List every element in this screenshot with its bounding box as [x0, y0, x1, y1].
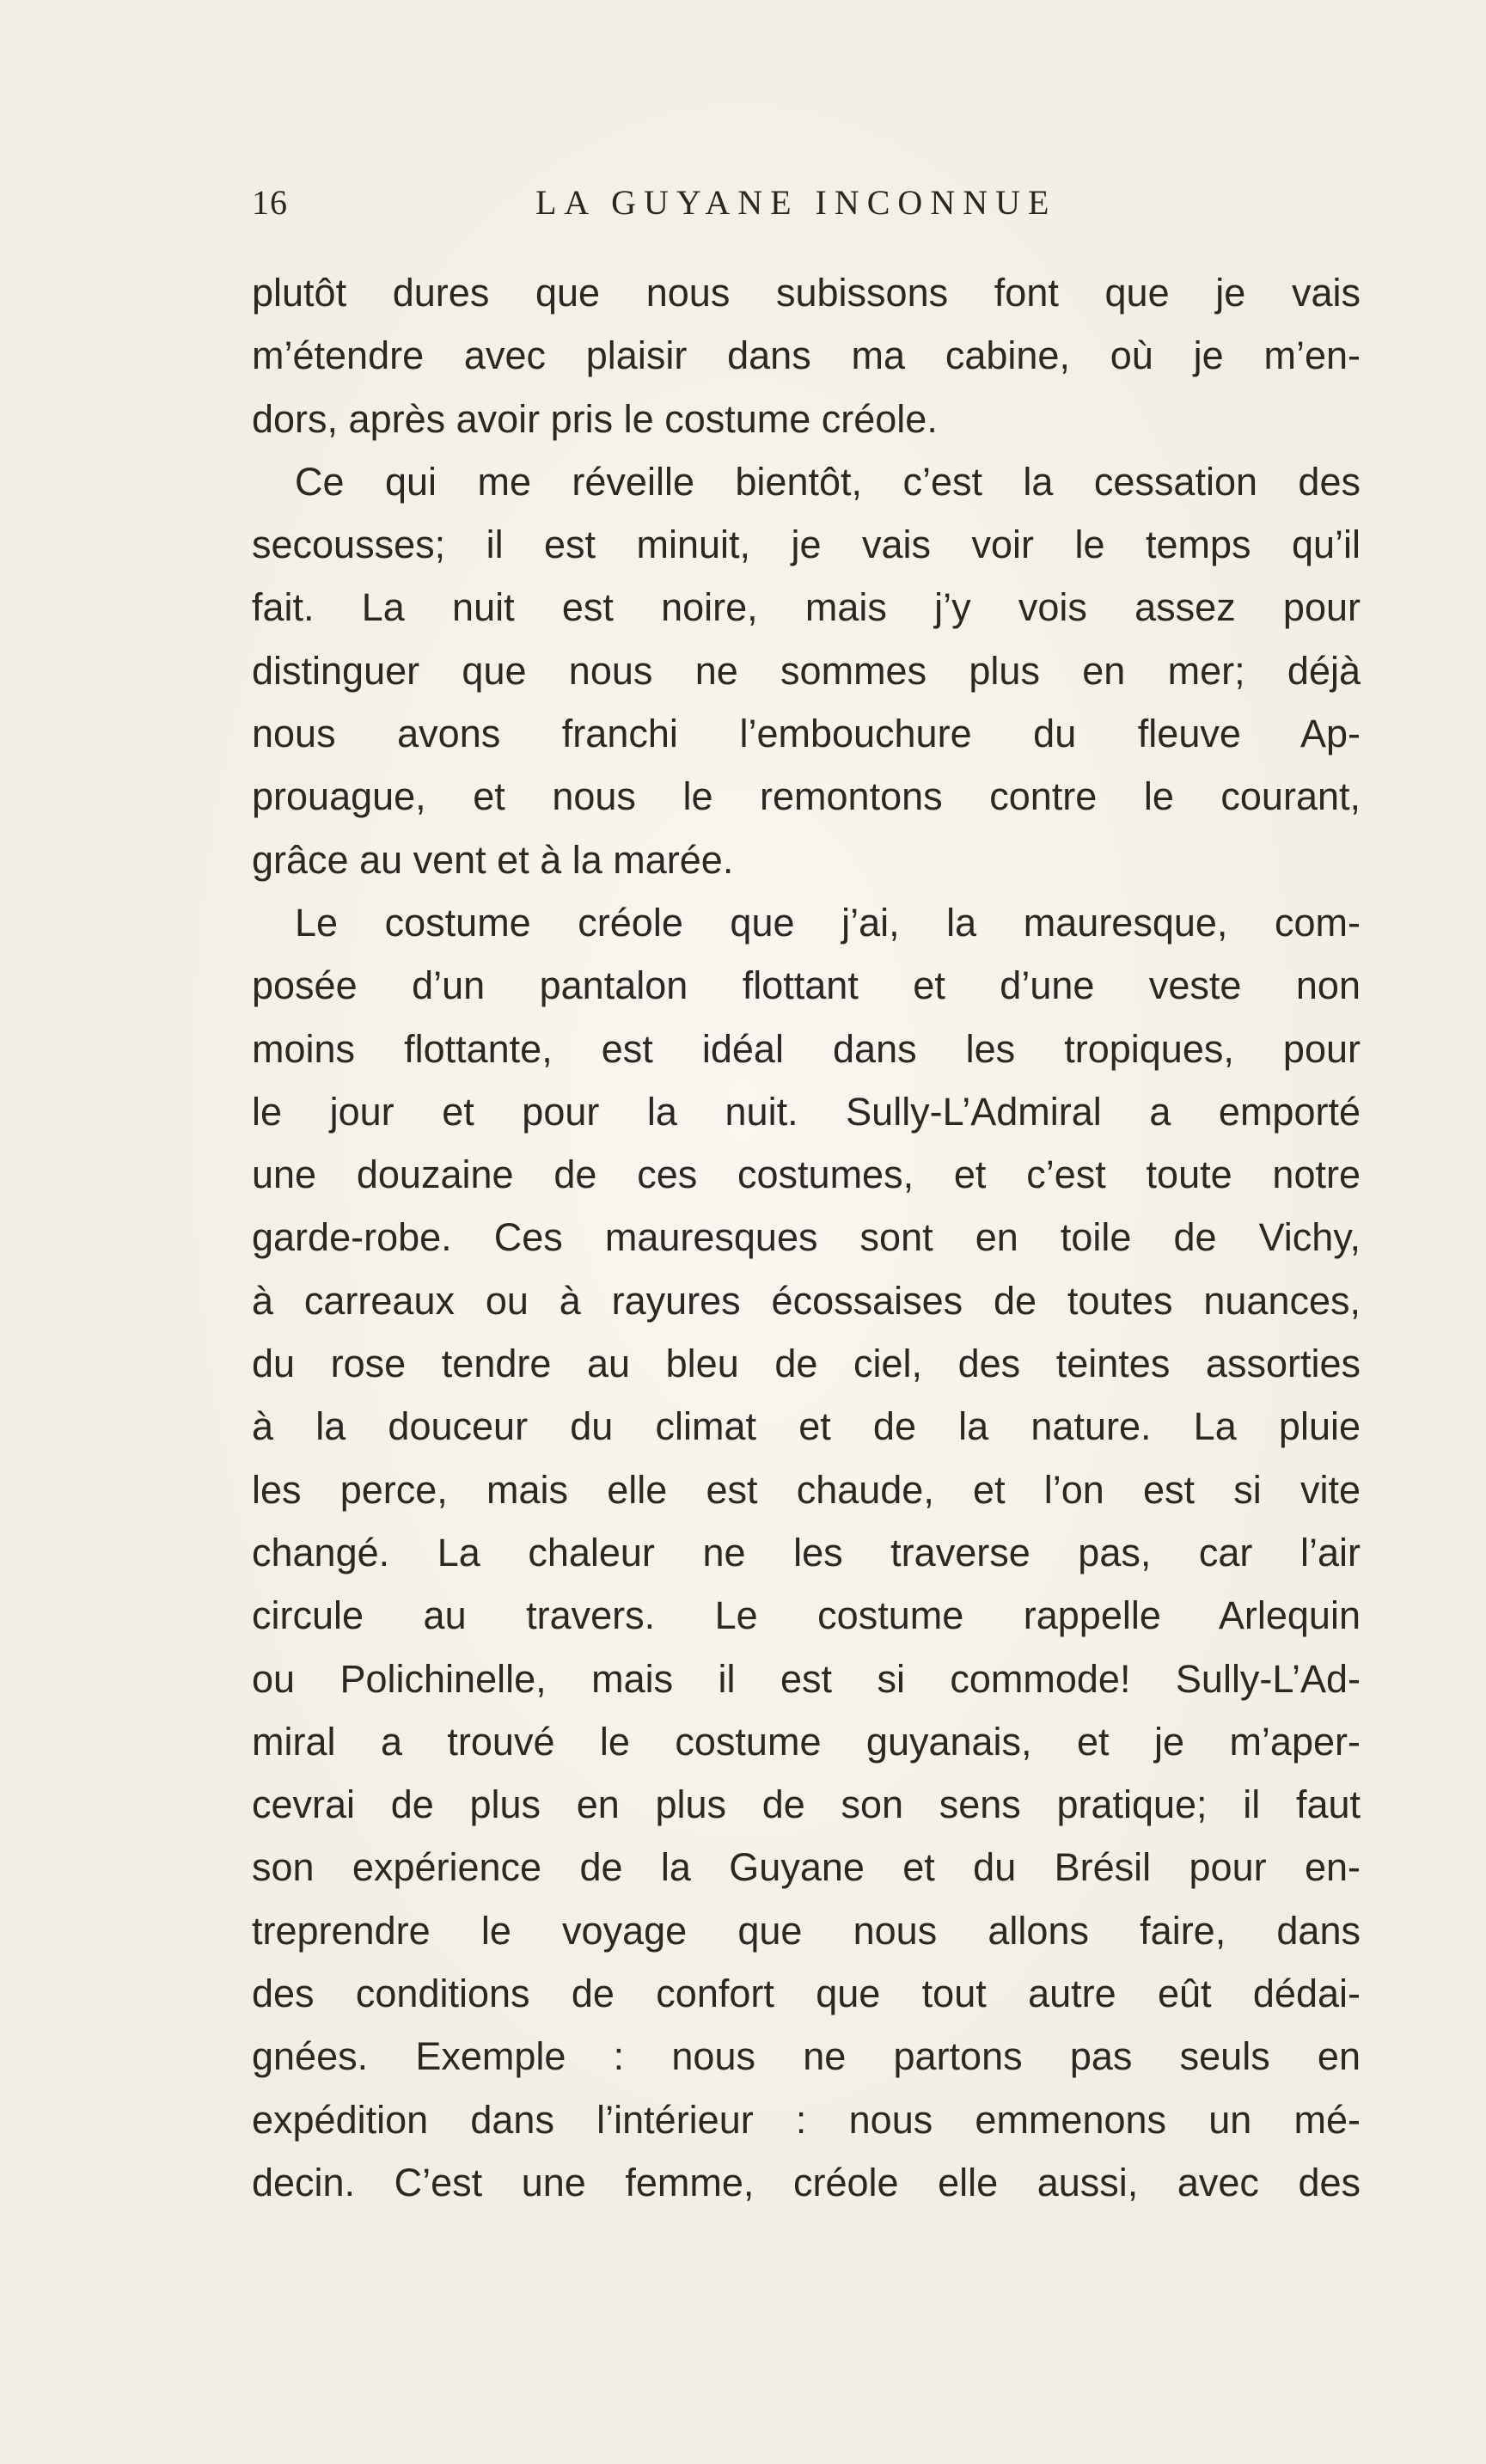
text-line: du rose tendre au bleu de ciel, des teintes assorties — [252, 1342, 1361, 1386]
running-title: LA GUYANE INCONNUE — [535, 183, 1057, 222]
text-line: son expérience de la Guyane et du Brésil pour en- — [252, 1845, 1361, 1890]
text-line: decin. C’est une femme, créole elle aussi, avec des — [252, 2160, 1361, 2204]
text-line: à carreaux ou à rayures écossaises de toutes nuances, — [252, 1278, 1361, 1323]
text-line: Le costume créole que j’ai, la mauresque, com- — [295, 900, 1361, 945]
body-text — [252, 261, 1361, 2214]
text-line: distinguer que nous ne sommes plus en mer; déjà — [252, 648, 1361, 693]
text-line: miral a trouvé le costume guyanais, et je m’aper- — [252, 1719, 1361, 1764]
text-line: circule au travers. Le costume rappelle Arlequin — [252, 1593, 1361, 1638]
text-line: changé. La chaleur ne les traverse pas, car l’air — [252, 1530, 1361, 1574]
text-line: une douzaine de ces costumes, et c’est toute notre — [252, 1153, 1361, 1197]
text-line: plutôt dures que nous subissons font que je vais — [252, 271, 1361, 315]
text-line: cevrai de plus en plus de son sens pratique; il faut — [252, 1782, 1361, 1827]
text-line: grâce au vent et à la marée. — [252, 837, 734, 882]
text-line: le jour et pour la nuit. Sully-L’Admiral a emporté — [252, 1089, 1361, 1134]
text-line: moins flottante, est idéal dans les tropiques, pour — [252, 1026, 1361, 1071]
text-line: gnées. Exemple : nous ne partons pas seuls en — [252, 2034, 1361, 2079]
text-line: à la douceur du climat et de la nature. La pluie — [252, 1404, 1361, 1449]
text-line: secousses; il est minuit, je vais voir le temps qu’il — [252, 523, 1361, 567]
text-line: les perce, mais elle est chaude, et l’on est si vite — [252, 1467, 1361, 1512]
text-line: expédition dans l’intérieur : nous emmenons un mé- — [252, 2097, 1361, 2142]
text-line: posée d’un pantalon flottant et d’une veste non — [252, 963, 1361, 1008]
text-line: treprendre le voyage que nous allons faire, dans — [252, 1908, 1361, 1953]
text-line: m’étendre avec plaisir dans ma cabine, où je m’en- — [252, 333, 1361, 378]
text-line: fait. La nuit est noire, mais j’y vois assez pour — [252, 585, 1361, 630]
text-line: nous avons franchi l’embouchure du fleuve Ap- — [252, 712, 1361, 756]
page-header — [252, 182, 1369, 234]
text-line: ou Polichinelle, mais il est si commode! Sully-L’Ad- — [252, 1656, 1361, 1701]
text-line: dors, après avoir pris le costume créole. — [252, 396, 938, 441]
page-number: 16 — [252, 183, 288, 222]
text-line: prouague, et nous le remontons contre le courant, — [252, 774, 1361, 819]
text-line: des conditions de confort que tout autre eût dédai- — [252, 1972, 1361, 2016]
text-line: Ce qui me réveille bientôt, c’est la cessation des — [295, 459, 1361, 504]
text-line: garde-robe. Ces mauresques sont en toile de Vichy, — [252, 1215, 1361, 1260]
